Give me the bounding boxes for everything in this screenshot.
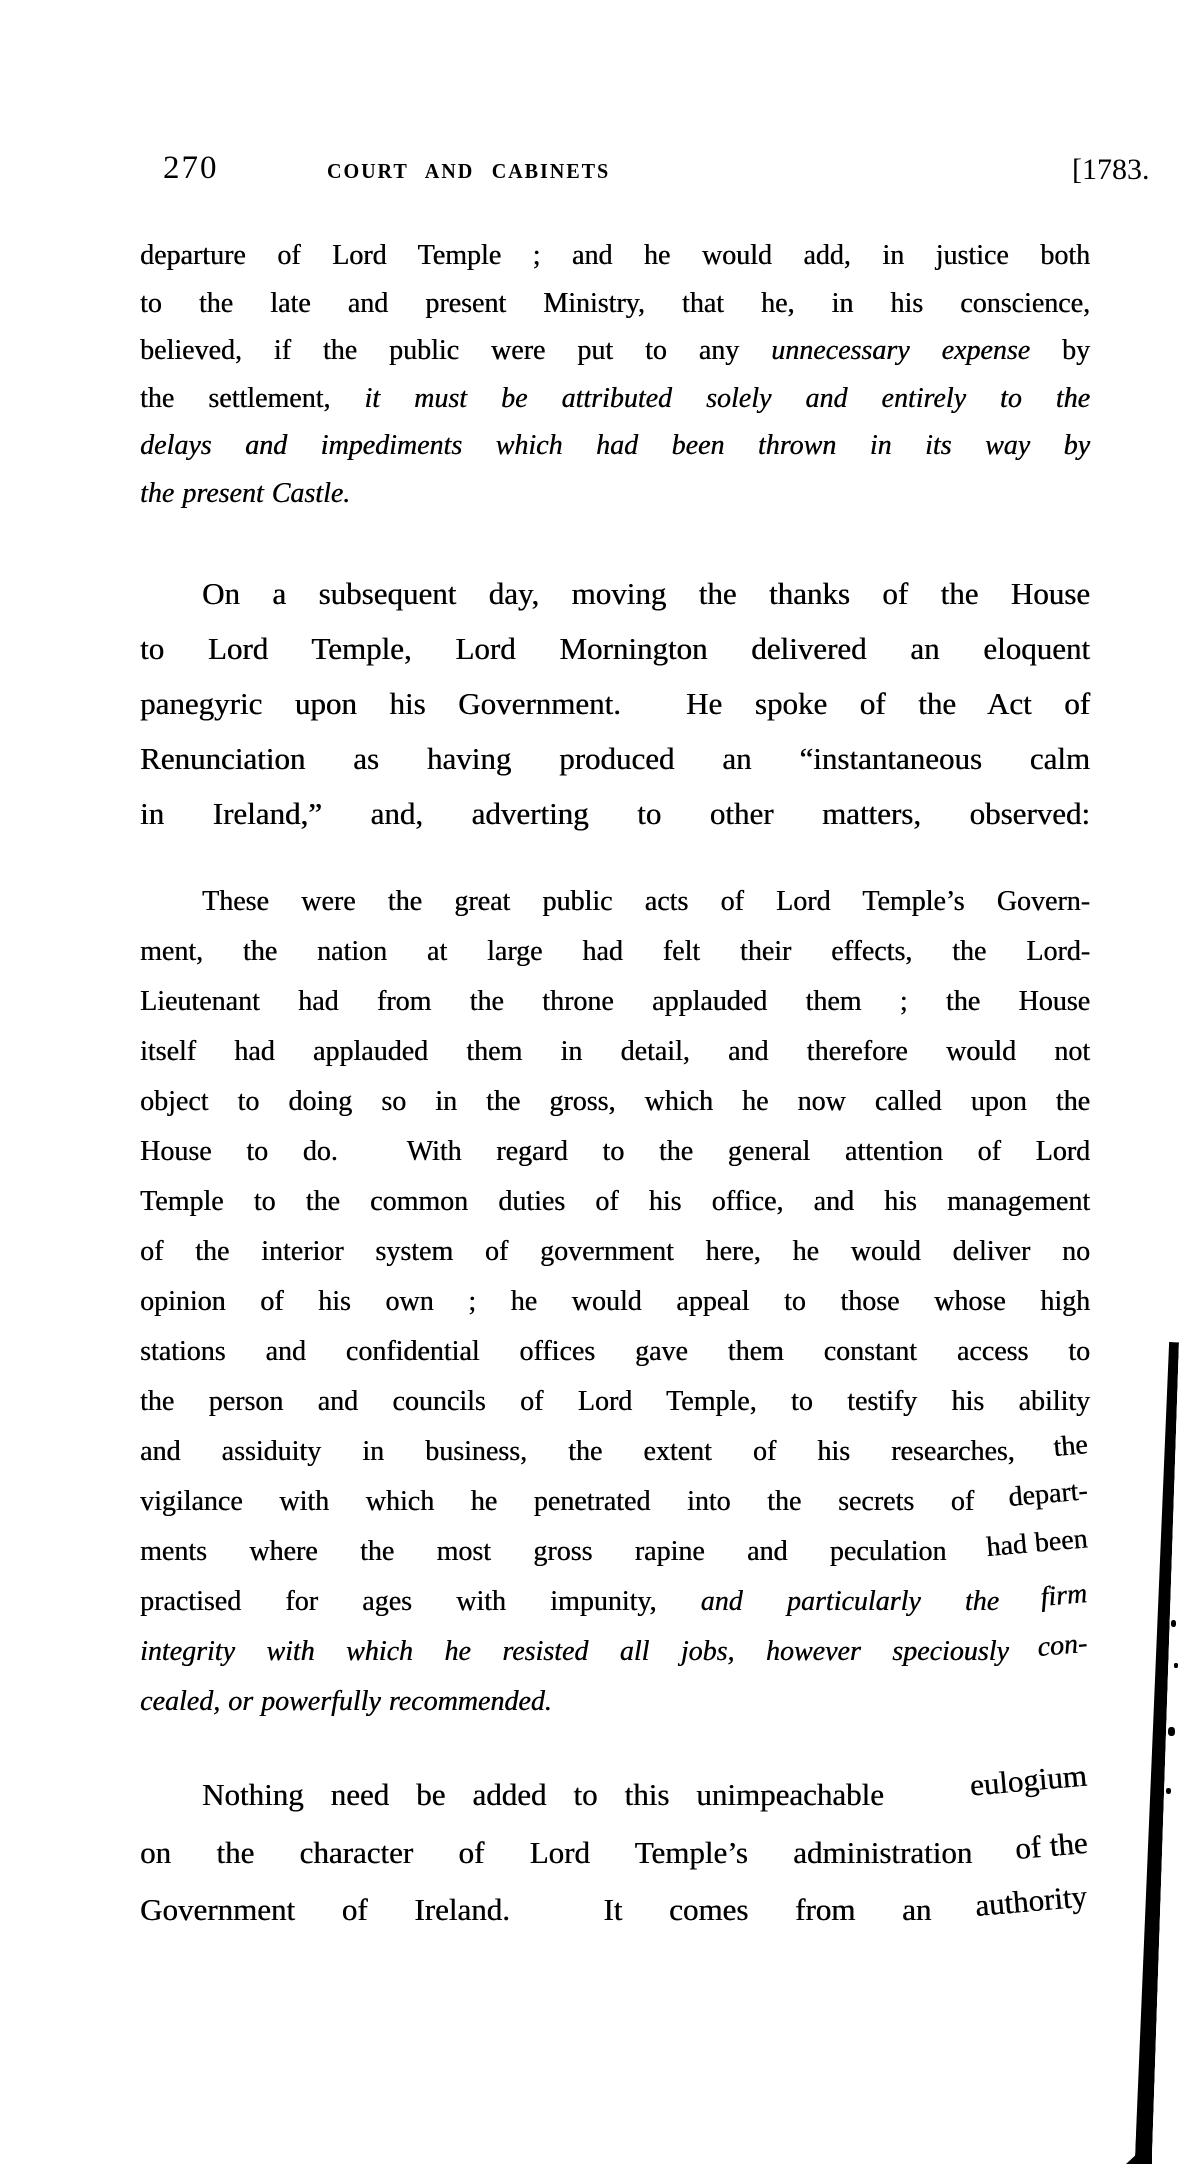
- text-run: These were the great public acts of Lord Temple’s Govern-: [202, 886, 1090, 917]
- text-run: the: [1051, 1429, 1089, 1464]
- text-run: itself had applauded them in detail, and therefore would not: [140, 1036, 1090, 1067]
- page-header: [0, 150, 1181, 210]
- text-line: [140, 1523, 1090, 1577]
- text-line: [140, 1177, 1090, 1227]
- italic-text-run: firm: [1039, 1578, 1089, 1614]
- scan-gutter-shadow: [1135, 1342, 1179, 2164]
- text-line: [140, 1077, 1090, 1127]
- text-line: [140, 327, 1090, 375]
- text-run: to Lord Temple, Lord Mornington delivered an eloquent: [140, 631, 1090, 666]
- text-run: ment, the nation at large had felt their effects, the Lord-: [140, 936, 1090, 967]
- text-line: [140, 1377, 1090, 1427]
- text-line: [140, 1127, 1090, 1177]
- italic-text-run: cealed, or powerfully recommended.: [140, 1686, 552, 1717]
- text-run: stations and confidential offices gave them constant access to: [140, 1336, 1090, 1367]
- scan-speck: [1168, 1727, 1175, 1736]
- text-run: practised for ages with impunity,: [140, 1586, 701, 1617]
- text-run: Lieutenant had from the throne applauded them ; the House: [140, 986, 1090, 1017]
- text-line: [140, 1277, 1090, 1327]
- text-run: Nothing need be added to this unimpeachable: [202, 1777, 911, 1812]
- text-run: had been: [984, 1523, 1089, 1564]
- scan-speck: [1171, 1620, 1176, 1627]
- text-line: [140, 470, 1090, 518]
- text-run: of the: [1013, 1824, 1089, 1866]
- text-run: the person and councils of Lord Temple, to testify his ability: [140, 1386, 1090, 1417]
- text-line: [140, 280, 1090, 328]
- text-line: [140, 731, 1090, 786]
- text-run: and assiduity in business, the extent of his researches,: [140, 1436, 1056, 1467]
- text-line: [140, 1627, 1090, 1677]
- text-line: [140, 977, 1090, 1027]
- text-run: opinion of his own ; he would appeal to those whose high: [140, 1286, 1090, 1317]
- paragraph-narrative-1: [140, 566, 1090, 841]
- text-run: eulogium: [968, 1757, 1088, 1803]
- text-run: vigilance with which he penetrated into the secrets of: [140, 1486, 1011, 1517]
- text-run: on the character of Lord Temple’s administration: [140, 1834, 1018, 1870]
- paragraph-speech-extract: [140, 877, 1090, 1727]
- running-title: COURT AND CABINETS: [327, 159, 611, 183]
- text-run: panegyric upon his Government. He spoke of the Act of: [140, 686, 1090, 721]
- text-line: [140, 375, 1090, 423]
- italic-text-run: the present Castle.: [140, 477, 351, 509]
- text-line: [140, 1577, 1090, 1627]
- paragraph-narrative-2: [140, 1757, 1090, 1939]
- italic-text-run: it must be attributed solely and entirely to the: [364, 382, 1090, 414]
- text-run: Renunciation as having produced an “instantaneous calm: [140, 741, 1090, 776]
- text-line: [140, 1878, 1090, 1939]
- italic-text-run: integrity with which he resisted all jobs, however speciously: [140, 1636, 1041, 1667]
- text-line: [140, 1327, 1090, 1377]
- text-line: [140, 1027, 1090, 1077]
- text-line: [140, 927, 1090, 977]
- italic-text-run: delays and impediments which had been thrown in its way by: [140, 430, 1090, 462]
- text-run: On a subsequent day, moving the thanks of the House: [202, 576, 1090, 611]
- text-run: in Ireland,” and, adverting to other matters, observed:: [140, 796, 1090, 831]
- italic-text-run: unnecessary expense: [771, 335, 1031, 367]
- page-number: 270: [163, 150, 219, 186]
- year-marker: [1783.: [1072, 153, 1150, 186]
- text-run: Government of Ireland. It comes from an: [140, 1892, 979, 1927]
- scan-speck: [1166, 1788, 1171, 1794]
- text-line: [140, 1677, 1090, 1727]
- text-line: [140, 676, 1090, 731]
- text-line: [140, 1427, 1090, 1477]
- text-run: depart-: [1006, 1475, 1089, 1514]
- text-line: [140, 877, 1090, 927]
- text-run: believed, if the public were put to any: [140, 335, 772, 367]
- text-run: Temple to the common duties of his office, and his management: [140, 1186, 1090, 1217]
- text-run: to the late and present Ministry, that he, in his conscience,: [140, 287, 1090, 319]
- text-line: [140, 1824, 1090, 1882]
- text-run: departure of Lord Temple ; and he would add, in justice both: [140, 240, 1090, 271]
- text-line: [140, 621, 1090, 676]
- text-run: ments where the most gross rapine and peculation: [140, 1536, 989, 1567]
- text-line: [140, 1227, 1090, 1277]
- text-line: [140, 1477, 1090, 1527]
- text-run: of the interior system of government here, he would deliver no: [140, 1236, 1090, 1267]
- text-line: [140, 786, 1090, 841]
- italic-text-run: con-: [1036, 1627, 1089, 1664]
- text-line: [140, 566, 1090, 621]
- text-run: House to do. With regard to the general attention of Lord: [140, 1136, 1090, 1167]
- italic-text-run: and particularly the: [700, 1586, 1044, 1617]
- text-run: by: [1030, 335, 1090, 367]
- text-run: authority: [973, 1878, 1089, 1924]
- paragraph-letter-extract: [140, 232, 1090, 518]
- scan-speck: [1174, 1663, 1178, 1668]
- text-line: [140, 232, 1090, 280]
- text-run: the settlement,: [140, 382, 365, 414]
- text-line: [140, 1757, 1090, 1824]
- text-line: [140, 422, 1090, 470]
- text-run: object to doing so in the gross, which he now called upon the: [140, 1086, 1090, 1117]
